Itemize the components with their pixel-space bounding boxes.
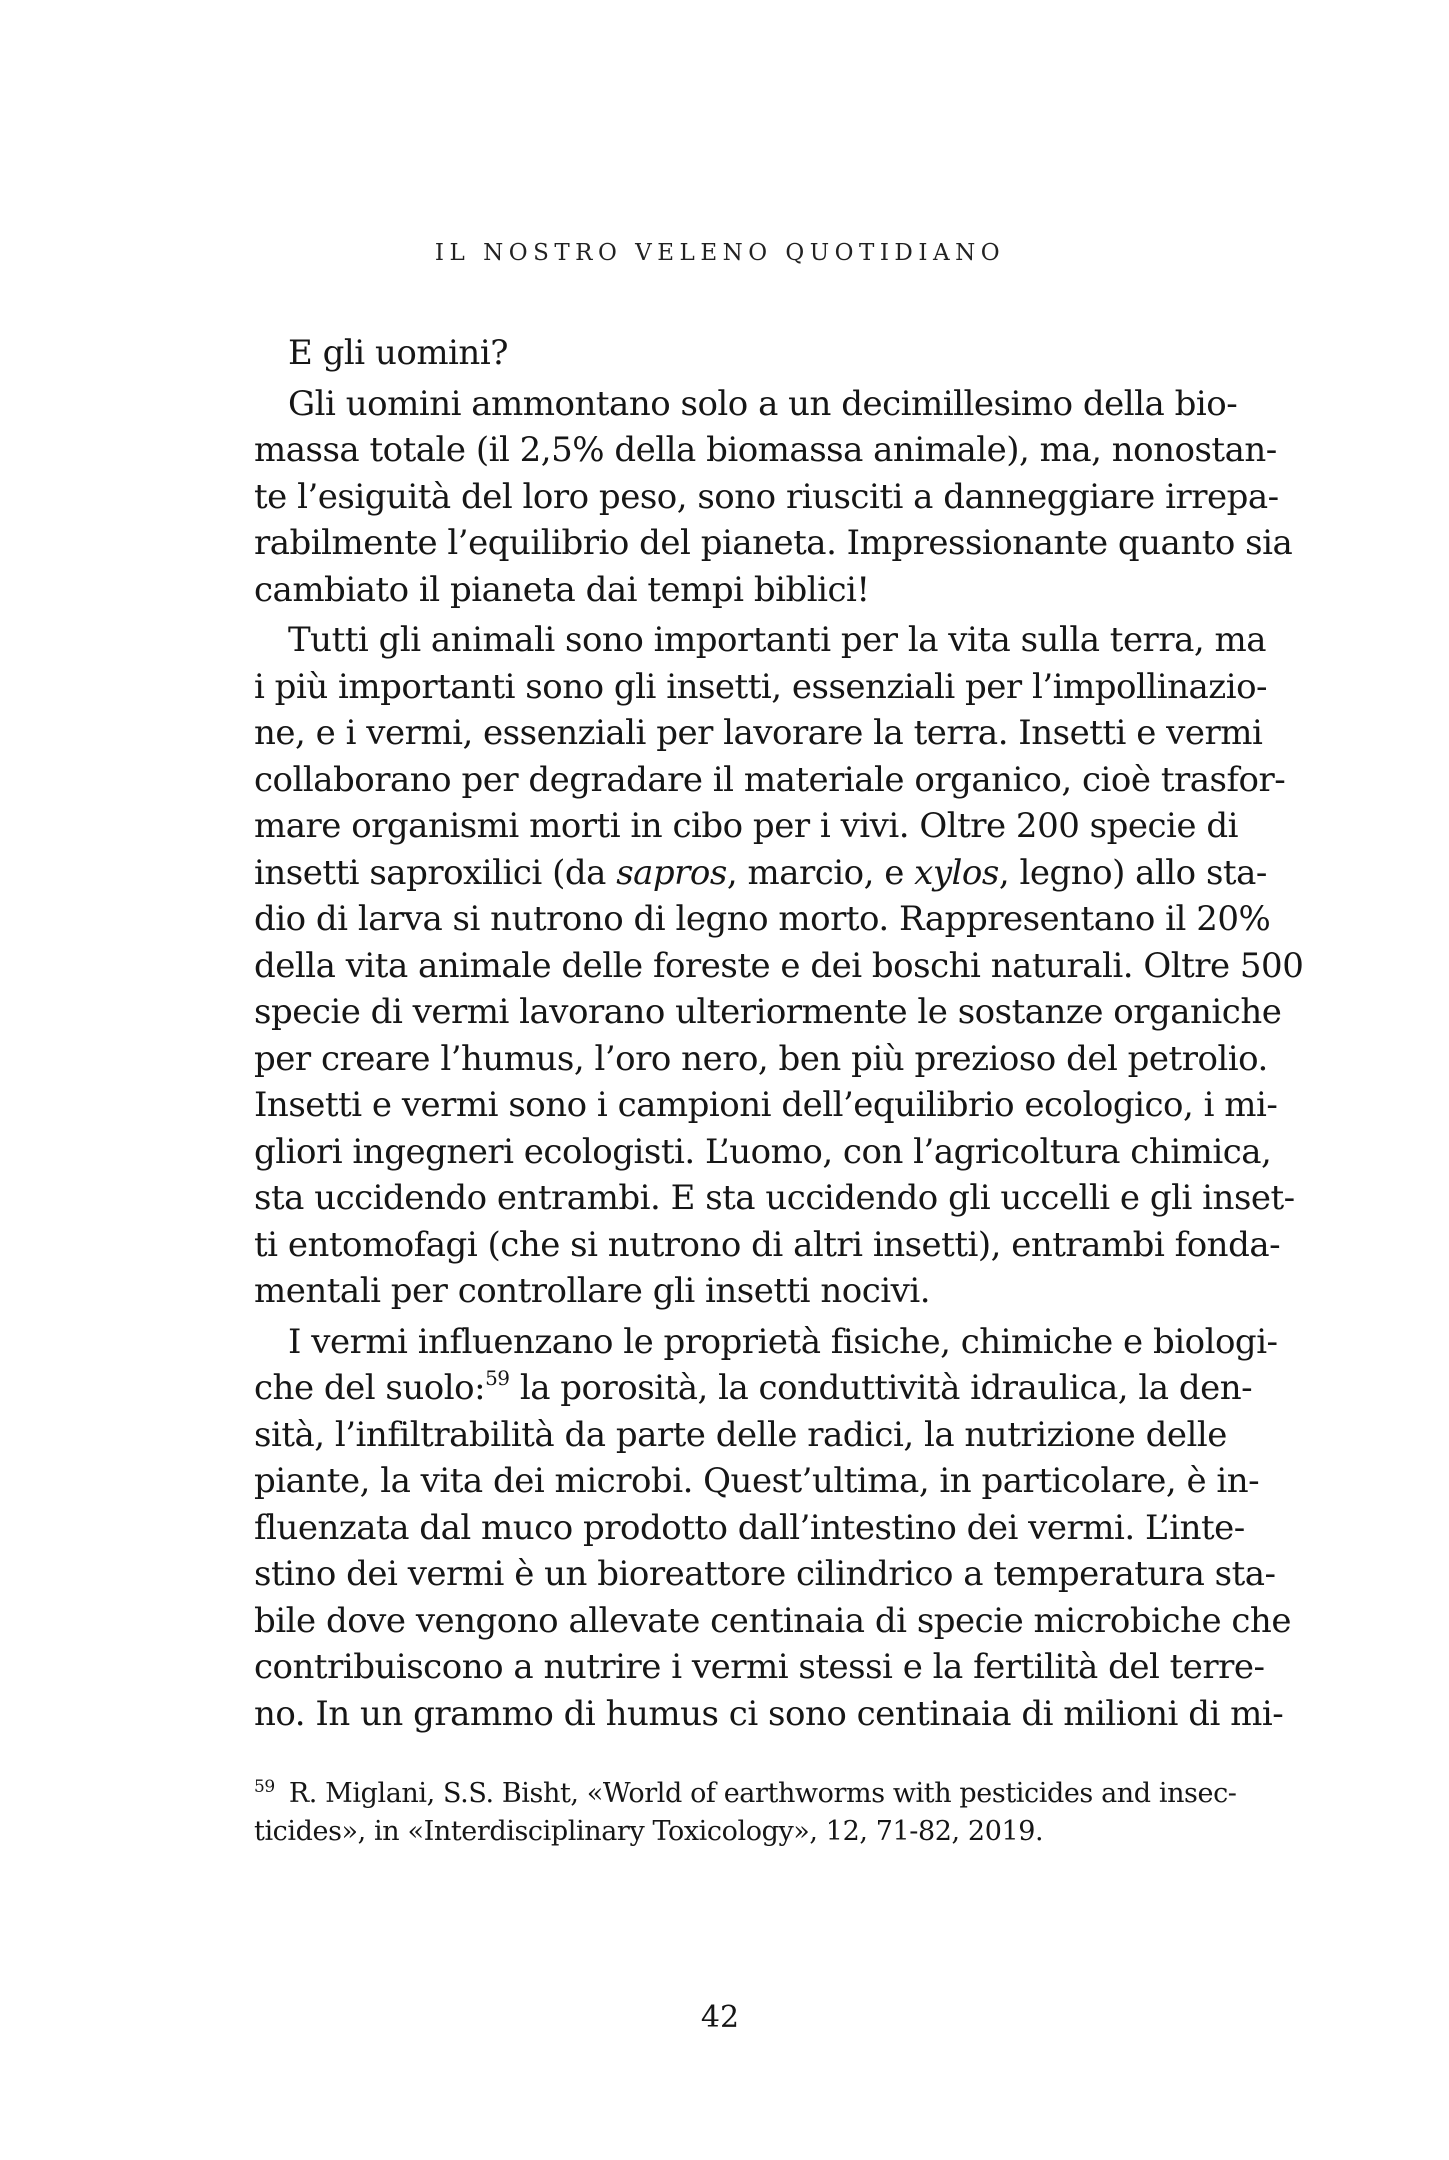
text-line: Insetti e vermi sono i campioni dell’equilibrio ecologico, i mi- <box>254 1085 1278 1125</box>
text-line: contribuiscono a nutrire i vermi stessi e la fertilità del terre- <box>254 1647 1265 1687</box>
footnote-number: 59 <box>254 1777 275 1797</box>
text-line: Tutti gli animali sono importanti per la vita sulla terra, ma <box>288 620 1266 660</box>
text-line: mentali per controllare gli insetti nocivi. <box>254 1271 931 1311</box>
text-line: gliori ingegneri ecologisti. L’uomo, con l’agricoltura chimica, <box>254 1131 1272 1172</box>
text-line: insetti saproxilici (da sapros, marcio, e xylos, legno) allo sta- <box>254 852 1267 893</box>
text-line: ne, e i vermi, essenziali per lavorare la terra. Insetti e vermi <box>254 713 1263 753</box>
paragraph <box>254 617 1304 1315</box>
paragraph <box>254 1319 1291 1738</box>
text-line: per creare l’humus, l’oro nero, ben più prezioso del petrolio. <box>254 1038 1268 1079</box>
text-line: cambiato il pianeta dai tempi biblici! <box>254 569 870 610</box>
text-line: te l’esiguità del loro peso, sono riusciti a danneggiare irrepa- <box>254 476 1279 517</box>
text-line: massa totale (il 2,5% della biomassa animale), ma, nonostan- <box>254 430 1277 470</box>
text-line: dio di larva si nutrono di legno morto. Rappresentano il 20% <box>254 899 1271 939</box>
footnotes <box>254 1775 1237 1851</box>
text-line: mare organismi morti in cibo per i vivi. Oltre 200 specie di <box>254 806 1238 846</box>
footnote-line: $^{59}$ R. Miglani, S.S. Bisht, «World of earthworms with pesticides and insec- <box>254 1777 1237 1809</box>
footnote-line: ticides», in «Interdisciplinary Toxicology», 12, 71-82, 2019. <box>254 1816 1044 1847</box>
text-line: ti entomofagi (che si nutrono di altri insetti), entrambi fonda- <box>254 1224 1281 1265</box>
text-line: stino dei vermi è un bioreattore cilindrico a temperatura sta- <box>254 1554 1276 1594</box>
text-line: I vermi influenzano le proprietà fisiche, chimiche e biologi- <box>288 1321 1278 1362</box>
text-line: rabilmente l’equilibrio del pianeta. Impressionante quanto sia <box>254 523 1293 563</box>
text-line: piante, la vita dei microbi. Quest’ultima, in particolare, è in- <box>254 1461 1260 1501</box>
text-line: Gli uomini ammontano solo a un decimillesimo della bio- <box>288 383 1238 424</box>
italic-term: sapros <box>616 852 727 893</box>
text-line: che del suolo:$^{59}$ la porosità, la conduttività idraulica, la den- <box>254 1366 1253 1408</box>
text-line: sità, l’infiltrabilità da parte delle radici, la nutrizione delle <box>254 1414 1227 1455</box>
paragraph <box>254 381 1293 614</box>
text-line: della vita animale delle foreste e dei boschi naturali. Oltre 500 <box>254 945 1304 986</box>
text-line: E gli uomini? <box>288 333 508 373</box>
text-line: specie di vermi lavorano ulteriormente le sostanze organiche <box>254 992 1282 1032</box>
text-line: bile dove vengono allevate centinaia di specie microbiche che <box>254 1600 1291 1641</box>
running-head: IL NOSTRO VELENO QUOTIDIANO <box>434 240 1006 266</box>
text-line: collaborano per degradare il materiale organico, cioè trasfor- <box>254 759 1286 800</box>
page-number: 42 <box>700 2000 740 2035</box>
footnote-reference: 59 <box>485 1366 510 1390</box>
text-line: sta uccidendo entrambi. E sta uccidendo gli uccelli e gli inset- <box>254 1178 1295 1218</box>
italic-term: xylos <box>914 852 999 893</box>
text-line: i più importanti sono gli insetti, essenziali per l’impollinazio- <box>254 666 1268 707</box>
paragraph <box>254 330 1188 377</box>
body-text <box>254 330 1304 1737</box>
text-line: no. In un grammo di humus ci sono centinaia di milioni di mi- <box>254 1693 1284 1734</box>
text-line: fluenzata dal muco prodotto dall’intestino dei vermi. L’inte- <box>254 1507 1245 1548</box>
